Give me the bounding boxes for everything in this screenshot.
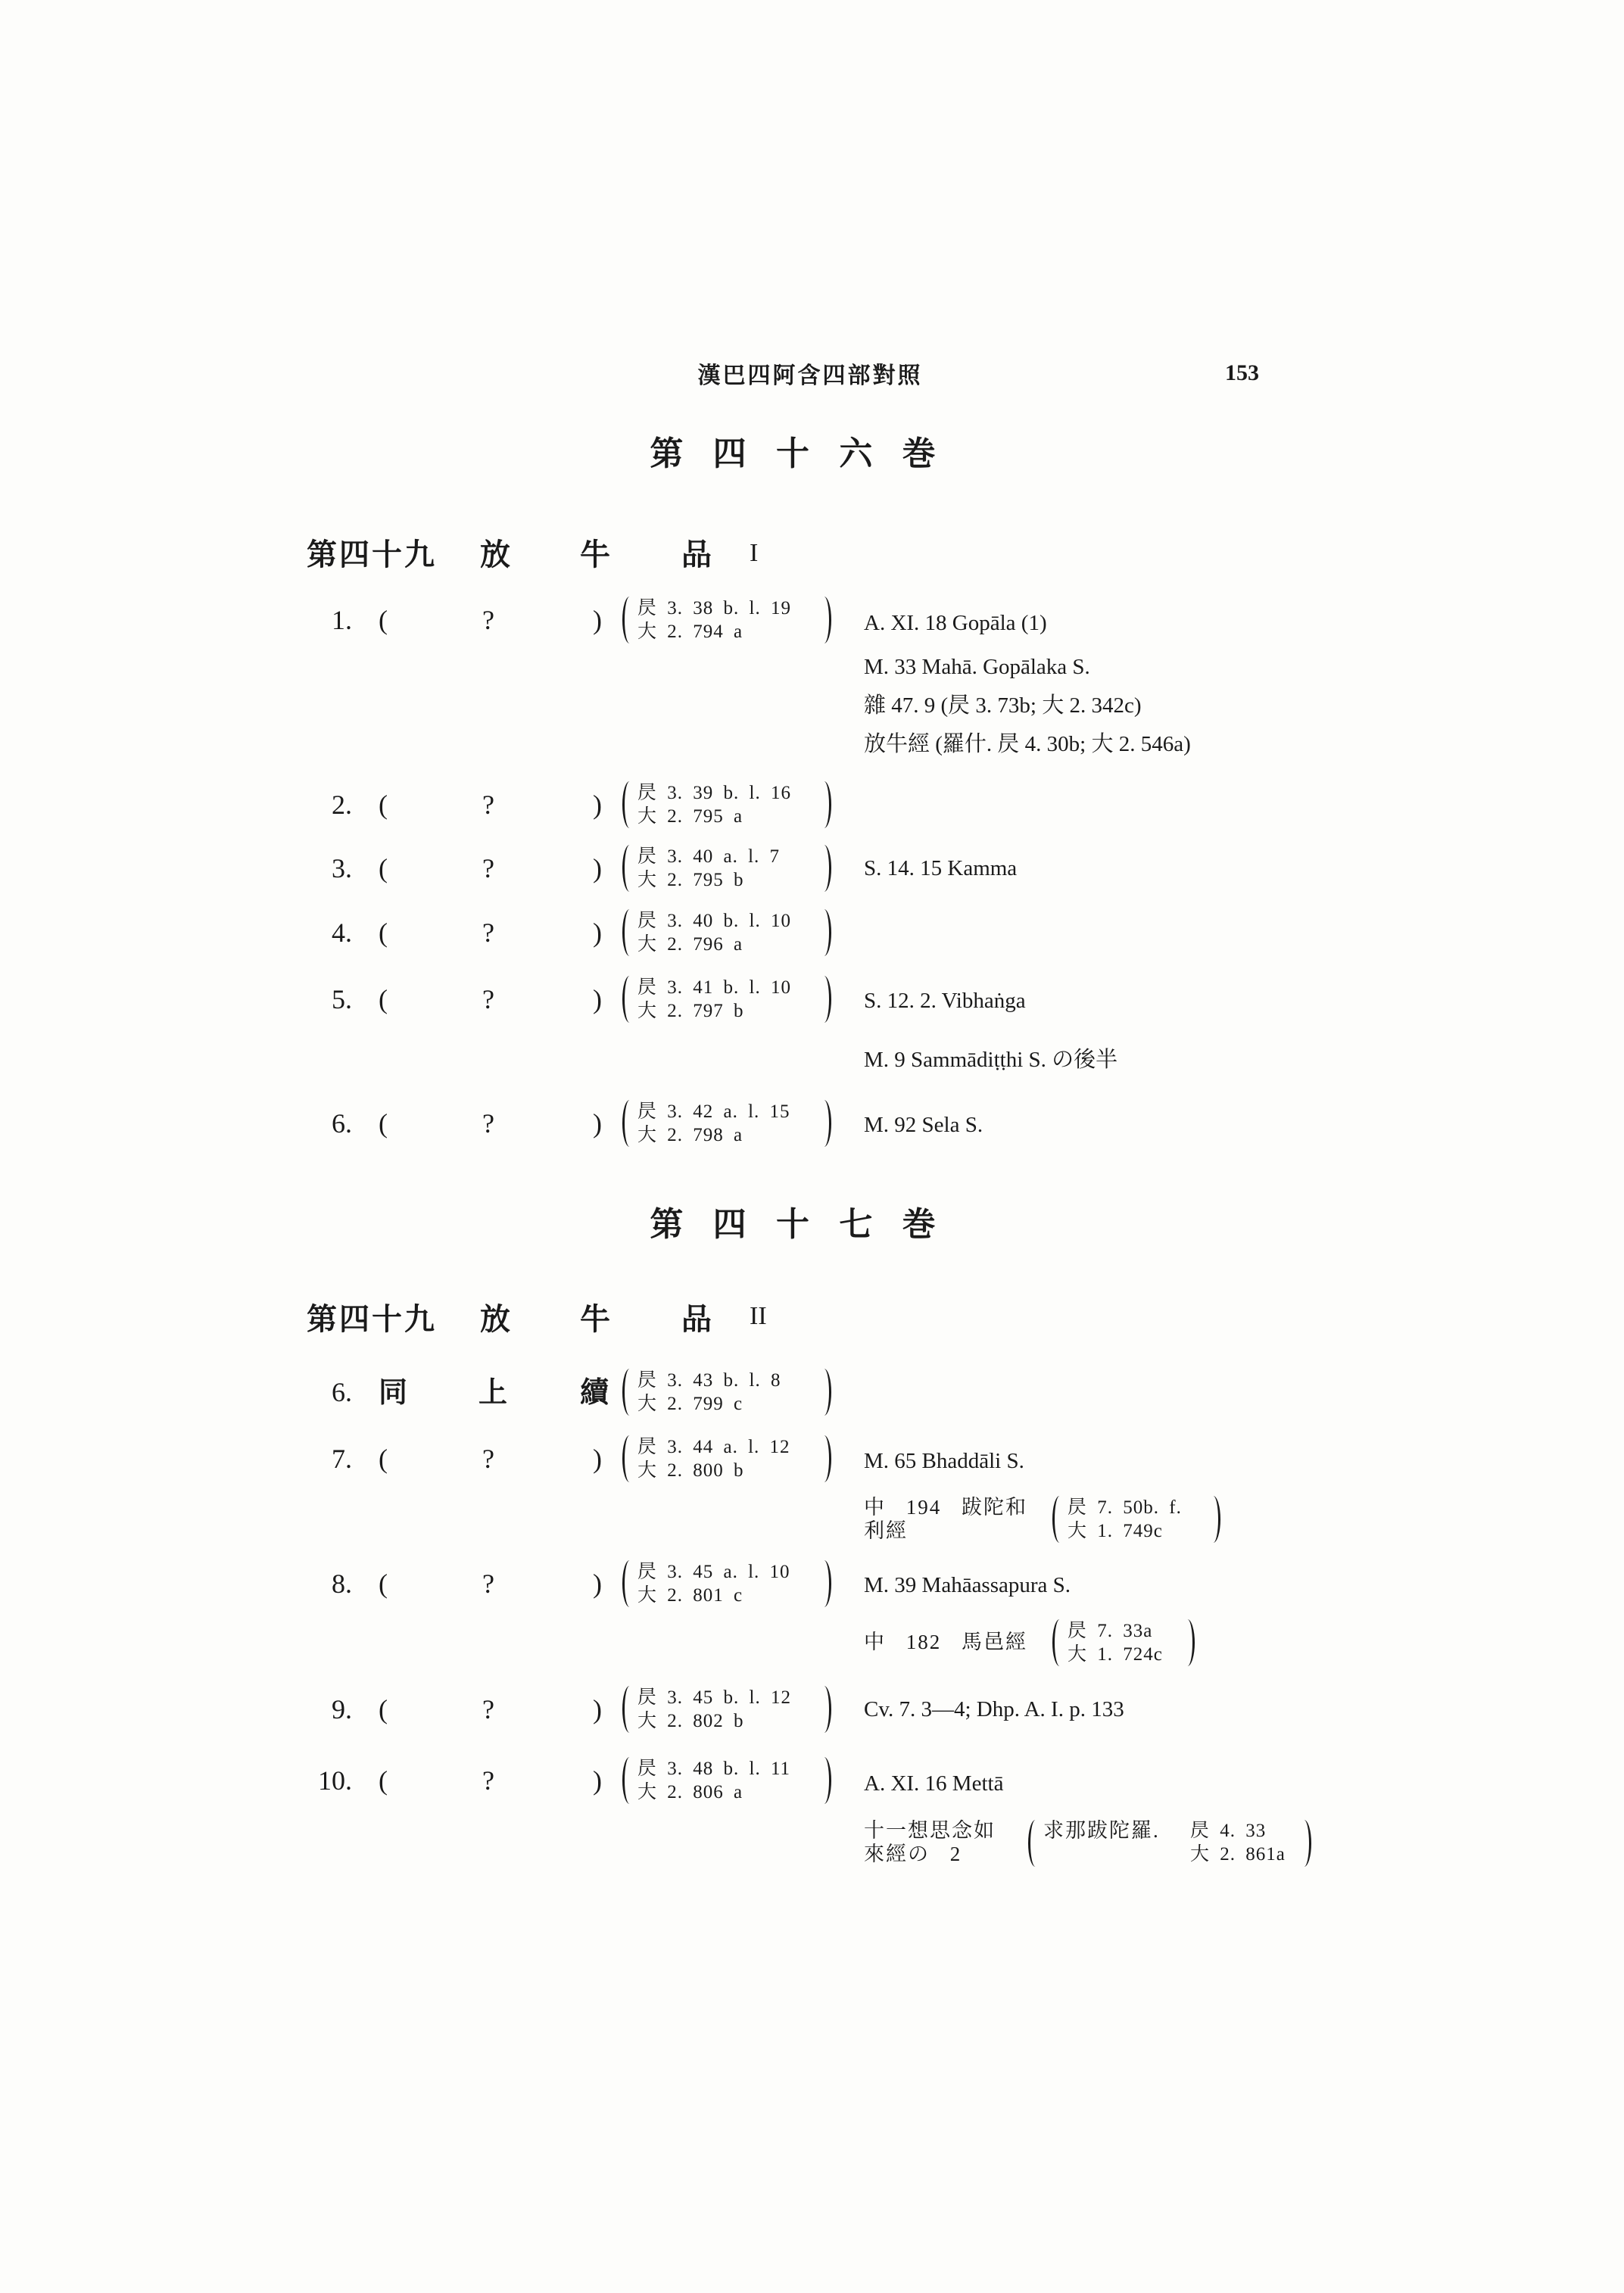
reference-line-2: 大 2. 794 a	[637, 622, 743, 642]
parallel-text: 雜 47. 9 (昃 3. 73b; 大 2. 342c)	[864, 693, 1142, 718]
title-unknown-mark: ?	[482, 1694, 494, 1724]
chapter-name-char: 放	[480, 537, 513, 572]
chapter-part-numeral: II	[750, 1302, 767, 1330]
reference-line-2: 大 2. 800 b	[637, 1460, 744, 1481]
reference-bracket-close	[819, 781, 831, 828]
chinese-parallel-title-line-1: 中 194 跋陀和	[864, 1496, 1027, 1519]
title-unknown-mark: ?	[482, 853, 494, 883]
reference-bracket-open	[1052, 1496, 1064, 1543]
title-open-paren: (	[379, 1694, 388, 1724]
reference-bracket-open	[622, 976, 634, 1023]
title-close-paren: )	[593, 918, 602, 948]
reference-bracket-open	[622, 1435, 634, 1482]
reference-bracket-close	[1183, 1619, 1195, 1666]
parallel-text: M. 92 Sela S.	[864, 1113, 983, 1137]
chapter-name-char: 牛	[580, 1301, 613, 1337]
reference-bracket-open	[622, 909, 634, 956]
entry-number: 5.	[332, 984, 352, 1014]
chapter-part-numeral: I	[750, 539, 759, 567]
reference-line-1: 昃 3. 48 b. l. 11	[637, 1759, 791, 1779]
reference-line-1: 昃 7. 50b. f.	[1068, 1497, 1182, 1518]
entry-number: 10.	[318, 1765, 352, 1796]
parallel-text: S. 14. 15 Kamma	[864, 856, 1018, 880]
reference-bracket-close	[819, 909, 831, 956]
reference-line-2: 大 1. 724c	[1068, 1644, 1163, 1665]
reference-bracket-close	[819, 1686, 831, 1733]
entry-number: 4.	[332, 918, 352, 948]
reference-bracket-open	[622, 597, 634, 643]
continued-label-char: 上	[478, 1375, 508, 1409]
reference-line-2: 大 2. 795 b	[637, 870, 744, 890]
chapter-name-char: 放	[480, 1301, 513, 1337]
continued-label-char: 同	[379, 1375, 408, 1409]
title-close-paren: )	[593, 1765, 602, 1796]
reference-line-2: 大 2. 798 a	[637, 1125, 743, 1145]
parallel-text: S. 12. 2. Vibhaṅga	[864, 989, 1026, 1013]
title-unknown-mark: ?	[482, 984, 494, 1014]
reference-bracket-close	[819, 845, 831, 892]
reference-line-2: 大 2. 801 c	[637, 1585, 743, 1606]
entry-number: 7.	[332, 1444, 352, 1474]
reference-bracket-open	[622, 1757, 634, 1804]
parallel-text: M. 9 Sammādiṭṭhi S. の後半	[864, 1048, 1118, 1072]
title-open-paren: (	[379, 1108, 388, 1139]
title-unknown-mark: ?	[482, 918, 494, 948]
entry-number: 6.	[332, 1377, 352, 1407]
reference-bracket-close	[1208, 1496, 1220, 1543]
title-unknown-mark: ?	[482, 1444, 494, 1474]
parallel-text: Cv. 7. 3—4; Dhp. A. I. p. 133	[864, 1697, 1124, 1721]
page-number: 153	[1225, 360, 1259, 385]
reference-line-2: 大 2. 861a	[1190, 1844, 1286, 1865]
volume-title: 第 四 十 六 巻	[650, 435, 945, 473]
title-unknown-mark: ?	[482, 1108, 494, 1139]
title-unknown-mark: ?	[482, 1569, 494, 1599]
reference-bracket-close	[819, 1369, 831, 1416]
reference-line-2: 大 2. 799 c	[637, 1394, 743, 1414]
reference-line-2: 大 2. 797 b	[637, 1001, 744, 1021]
title-close-paren: )	[593, 1444, 602, 1474]
reference-line-1: 昃 3. 45 a. l. 10	[637, 1562, 790, 1582]
reference-bracket-open	[622, 1369, 634, 1416]
parallel-text: 放牛經 (羅什. 昃 4. 30b; 大 2. 546a)	[864, 732, 1191, 756]
reference-line-2: 大 1. 749c	[1068, 1521, 1163, 1541]
reference-line-1: 昃 3. 40 a. l. 7	[637, 846, 781, 867]
reference-bracket-close	[819, 1435, 831, 1482]
translator-name: 求那跋陀羅.	[1043, 1819, 1160, 1842]
title-close-paren: )	[593, 605, 602, 635]
reference-line-1: 昃 3. 38 b. l. 19	[637, 598, 791, 618]
reference-line-2: 大 2. 806 a	[637, 1782, 743, 1802]
entry-number: 3.	[332, 853, 352, 883]
reference-bracket-open	[622, 781, 634, 828]
volume-title: 第 四 十 七 巻	[650, 1205, 945, 1244]
reference-line-1: 昃 3. 41 b. l. 10	[637, 977, 791, 998]
chinese-parallel-title-line-2: 利經	[864, 1519, 908, 1542]
chinese-parallel-title-line-1: 十一想思念如	[864, 1819, 996, 1842]
parallel-text: M. 39 Mahāassapura S.	[864, 1573, 1071, 1597]
reference-line-1: 昃 3. 42 a. l. 15	[637, 1101, 790, 1122]
parallel-text: A. XI. 16 Mettā	[864, 1771, 1004, 1796]
entry-number: 2.	[332, 790, 352, 820]
title-open-paren: (	[379, 605, 388, 635]
title-open-paren: (	[379, 1765, 388, 1796]
reference-bracket-open	[1052, 1619, 1064, 1666]
reference-line-1: 昃 4. 33	[1190, 1821, 1267, 1841]
reference-bracket-open	[622, 1560, 634, 1607]
running-header-title: 漢巴四阿含四部對照	[697, 363, 923, 389]
title-open-paren: (	[379, 853, 388, 883]
reference-bracket-open	[1028, 1820, 1040, 1867]
reference-line-1: 昃 3. 44 a. l. 12	[637, 1437, 790, 1457]
title-open-paren: (	[379, 790, 388, 820]
title-close-paren: )	[593, 1569, 602, 1599]
chinese-parallel-title-line-2: 來經の 2	[864, 1843, 962, 1865]
reference-bracket-close	[819, 597, 831, 643]
reference-bracket-close	[1299, 1820, 1311, 1867]
title-close-paren: )	[593, 853, 602, 883]
reference-bracket-close	[819, 976, 831, 1023]
title-open-paren: (	[379, 1444, 388, 1474]
entry-number: 8.	[332, 1569, 352, 1599]
title-close-paren: )	[593, 1108, 602, 1139]
chinese-parallel-title: 中 182 馬邑經	[864, 1631, 1027, 1653]
parallel-text: M. 65 Bhaddāli S.	[864, 1449, 1024, 1473]
parallel-text: A. XI. 18 Gopāla (1)	[864, 611, 1047, 635]
reference-bracket-close	[819, 1757, 831, 1804]
title-open-paren: (	[379, 984, 388, 1014]
title-unknown-mark: ?	[482, 605, 494, 635]
reference-bracket-open	[622, 1686, 634, 1733]
reference-bracket-close	[819, 1560, 831, 1607]
title-close-paren: )	[593, 790, 602, 820]
entry-number: 1.	[332, 605, 352, 635]
reference-line-2: 大 2. 795 a	[637, 806, 743, 827]
reference-bracket-open	[622, 1100, 634, 1147]
parallel-text: M. 33 Mahā. Gopālaka S.	[864, 655, 1090, 679]
chapter-number: 第四十九	[307, 537, 437, 572]
reference-line-1: 昃 7. 33a	[1068, 1621, 1153, 1641]
reference-line-2: 大 2. 796 a	[637, 934, 743, 955]
entry-number: 6.	[332, 1108, 352, 1139]
title-open-paren: (	[379, 918, 388, 948]
continued-label-char: 續	[580, 1375, 609, 1409]
chapter-name-char: 品	[681, 1301, 714, 1337]
title-open-paren: (	[379, 1569, 388, 1599]
reference-bracket-open	[622, 845, 634, 892]
reference-bracket-close	[819, 1100, 831, 1147]
reference-line-1: 昃 3. 45 b. l. 12	[637, 1687, 791, 1708]
title-unknown-mark: ?	[482, 1765, 494, 1796]
reference-line-1: 昃 3. 40 b. l. 10	[637, 911, 791, 931]
title-close-paren: )	[593, 984, 602, 1014]
entry-number: 9.	[332, 1694, 352, 1724]
reference-line-1: 昃 3. 39 b. l. 16	[637, 783, 791, 803]
chapter-name-char: 牛	[580, 537, 613, 572]
chapter-number: 第四十九	[307, 1301, 437, 1337]
reference-line-1: 昃 3. 43 b. l. 8	[637, 1370, 781, 1391]
reference-line-2: 大 2. 802 b	[637, 1711, 744, 1731]
title-unknown-mark: ?	[482, 790, 494, 820]
chapter-name-char: 品	[681, 537, 714, 572]
title-close-paren: )	[593, 1694, 602, 1724]
